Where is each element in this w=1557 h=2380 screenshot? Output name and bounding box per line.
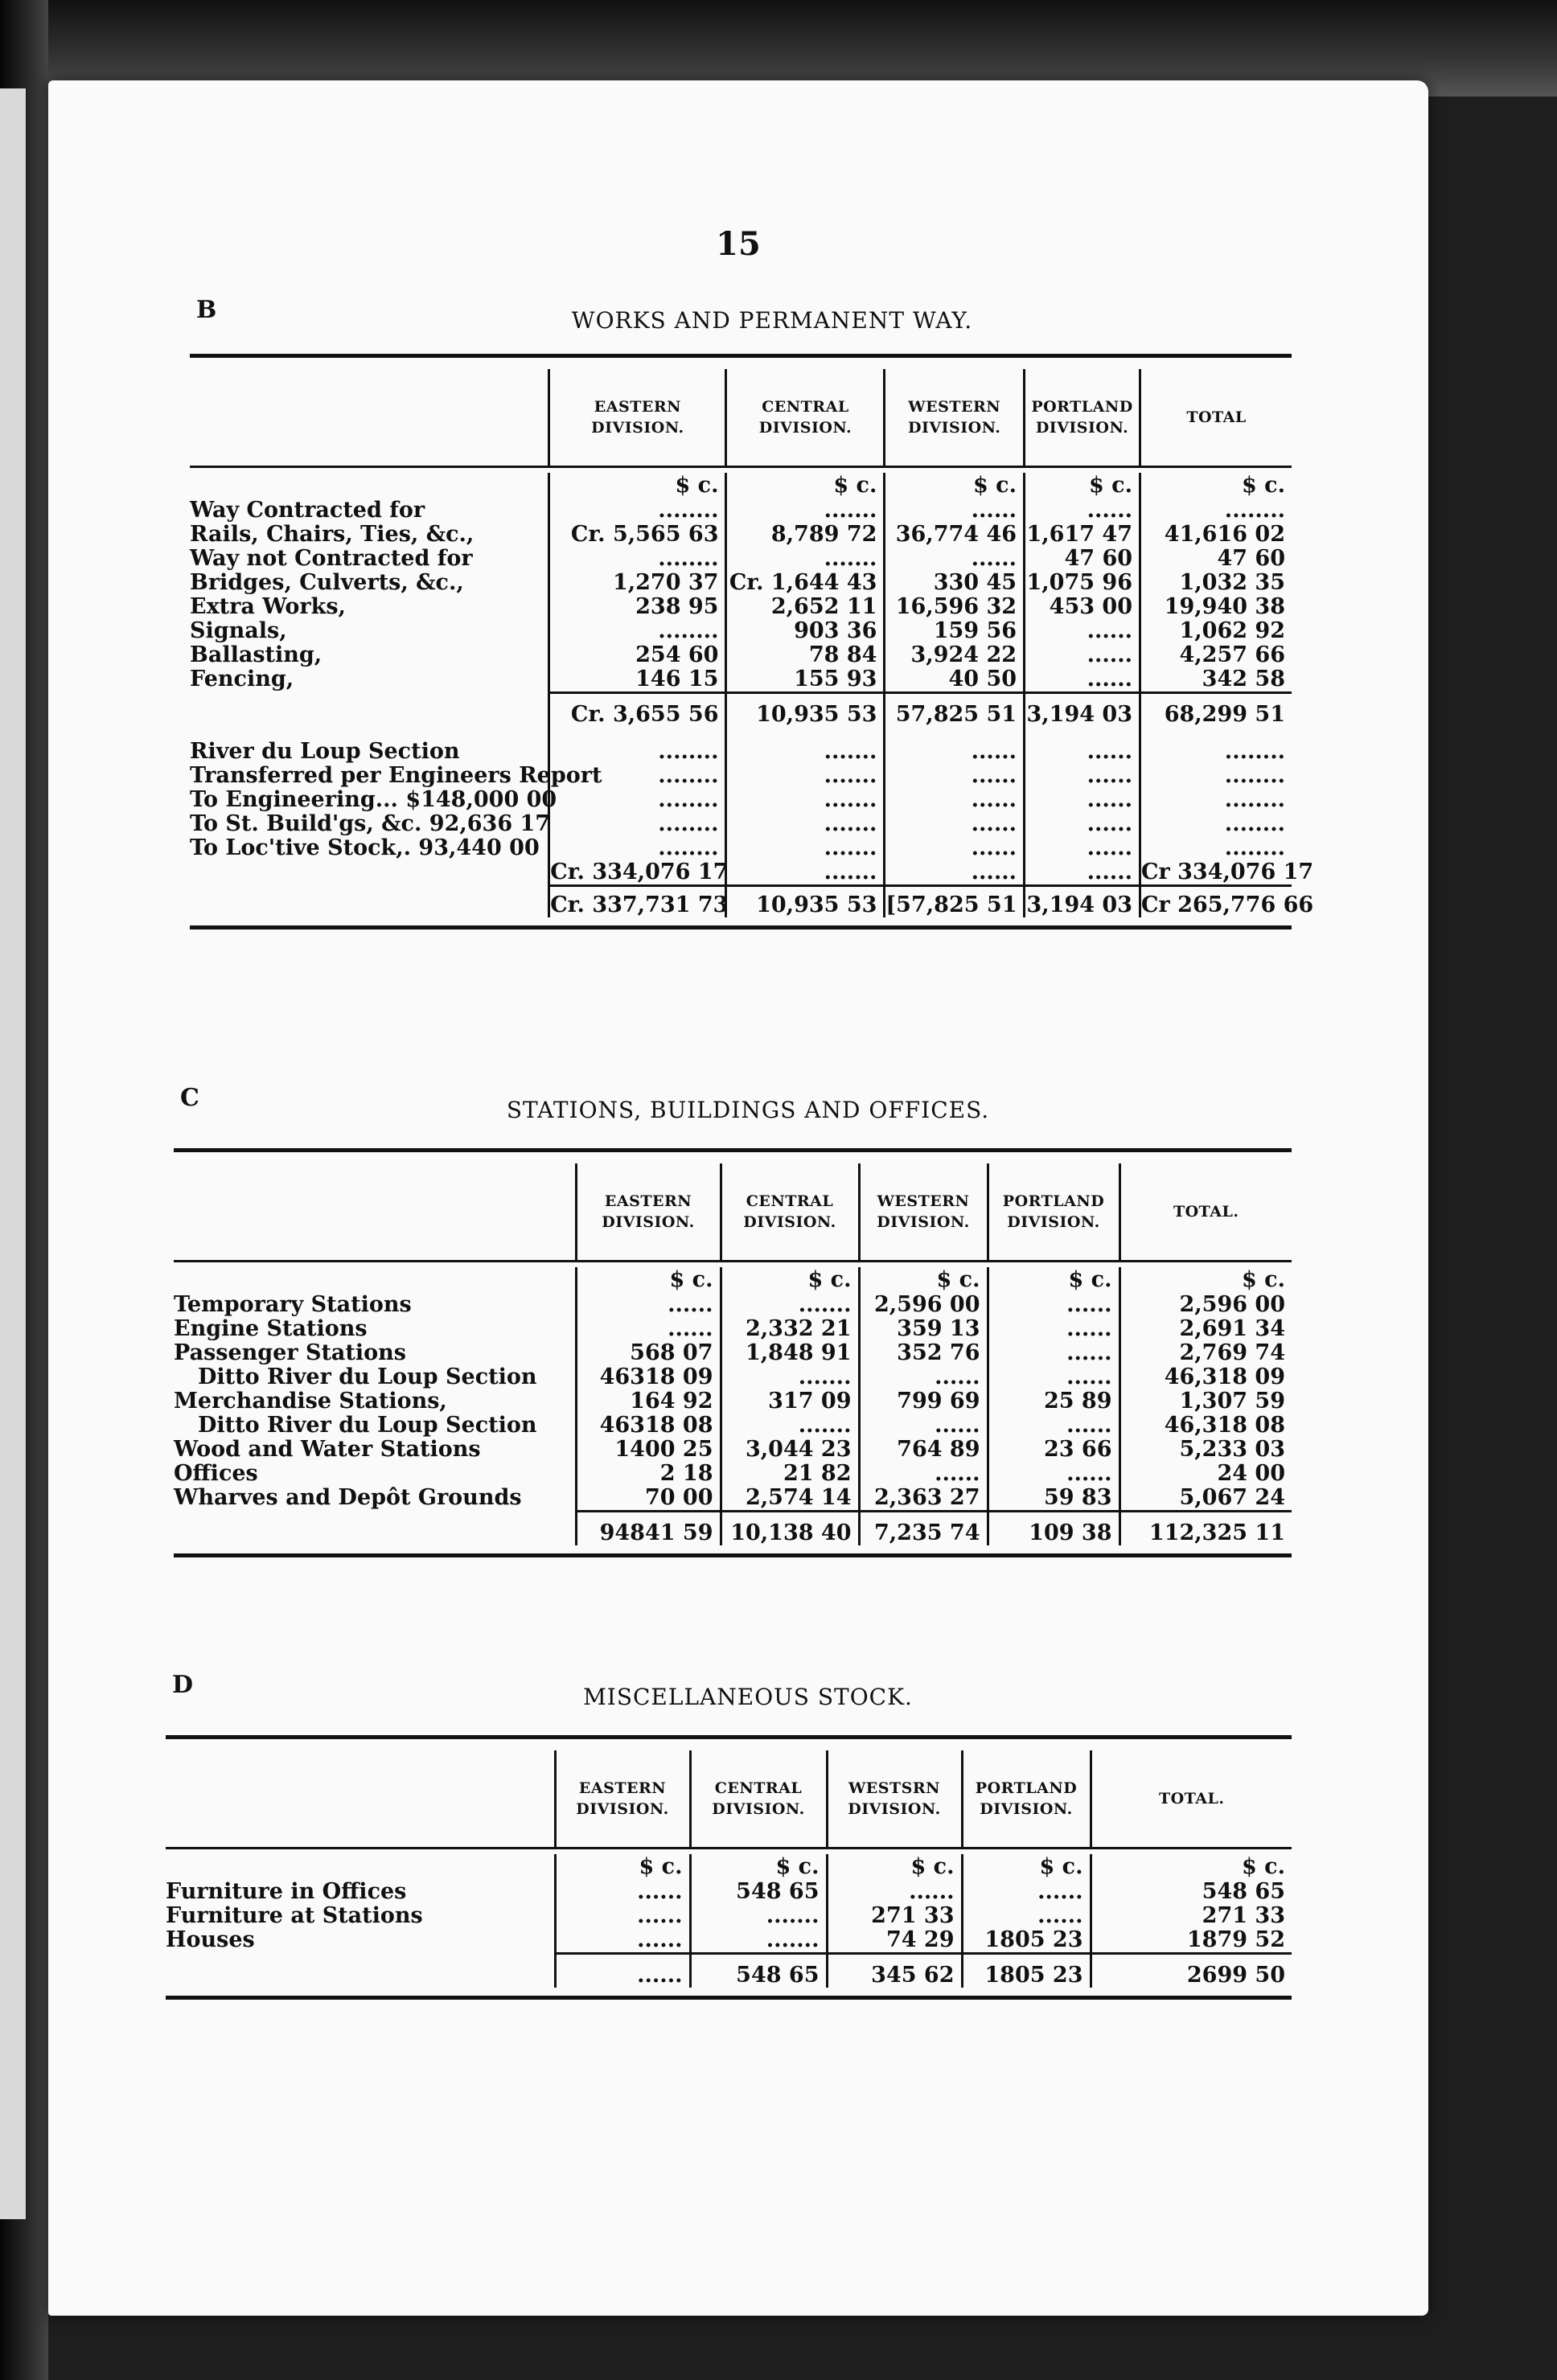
value-cell: 59 83 [988,1486,1119,1512]
value-cell: ...... [1025,619,1140,643]
value-cell: 25 89 [988,1389,1119,1414]
value-cell: 46,318 08 [1119,1414,1292,1438]
value-cell: 1,307 59 [1119,1389,1292,1414]
value-cell: 3,924 22 [885,643,1025,667]
unit-label: $ c. [1025,473,1140,499]
value-cell: 2,363 27 [859,1486,988,1512]
value-cell: ........ [1140,812,1292,836]
subtotal-cell: Cr. 3,655 56 [549,703,726,727]
value-cell: 1879 52 [1091,1928,1292,1954]
value-cell: 159 56 [885,619,1025,643]
row-label: Houses [166,1927,255,1952]
total-cell: 109 38 [988,1521,1119,1545]
value-cell: ...... [1025,812,1140,836]
row-label: Fencing, [190,667,294,691]
value-cell: ...... [1025,740,1140,764]
table-row [190,523,1292,547]
value-cell: 47 60 [1140,547,1292,571]
row-label: Signals, [190,618,287,643]
value-cell: ....... [690,1904,827,1928]
table-row [174,1438,1292,1462]
works-permanent-way-table [190,354,1314,929]
value-cell: 5,067 24 [1119,1486,1292,1512]
value-cell: ...... [859,1414,988,1438]
value-cell: ....... [726,788,885,812]
table-row [190,836,1292,860]
col-eastern-header: EASTERN DIVISION. [555,1750,690,1849]
value-cell: ...... [859,1462,988,1486]
section-b-letter: B [196,296,217,324]
unit-label: $ c. [827,1854,962,1880]
value-cell: ........ [1140,499,1292,523]
value-cell: 568 07 [576,1341,721,1365]
row-label: To Loc'tive Stock,. 93,440 00 [190,835,540,860]
table-row [190,788,1292,812]
table-row [190,643,1292,667]
value-cell: ...... [859,1365,988,1389]
value-cell: ...... [576,1293,721,1317]
value-cell: ...... [988,1462,1119,1486]
table-row [190,667,1292,693]
value-cell: ........ [549,547,726,571]
page-number: 15 [716,225,761,263]
value-cell: Cr 334,076 17 [1141,859,1314,884]
value-cell: 2,596 00 [859,1293,988,1317]
value-cell: ........ [549,499,726,523]
value-cell: 1805 23 [962,1928,1091,1954]
table-row [174,1293,1292,1317]
value-cell: ...... [885,764,1025,788]
value-cell: 1,032 35 [1140,571,1292,595]
unit-label: $ c. [690,1854,827,1880]
value-cell: ...... [1025,499,1140,523]
total-cell: 112,325 11 [1119,1521,1292,1545]
table-row [174,1389,1292,1414]
row-label: Engine Stations [174,1316,368,1341]
value-cell: ...... [885,836,1025,860]
row-label: Ballasting, [190,642,322,667]
value-cell: ...... [827,1880,962,1904]
table-row [190,595,1292,619]
section-d-title: MISCELLANEOUS STOCK. [583,1684,913,1710]
value-cell: 359 13 [859,1317,988,1341]
value-cell: ...... [1025,643,1140,667]
value-cell: 1,848 91 [721,1341,859,1365]
value-cell: 47 60 [1025,547,1140,571]
value-cell: 21 82 [721,1462,859,1486]
value-cell: 41,616 02 [1140,523,1292,547]
col-total-header: TOTAL. [1119,1163,1292,1262]
row-label: To St. Build'gs, &c. 92,636 17 [190,810,551,836]
row-label: Ditto River du Loup Section [198,1413,537,1438]
row-label: Bridges, Culverts, &c., [190,570,464,595]
value-cell: 46318 08 [576,1414,721,1438]
value-cell: ...... [1025,836,1140,860]
row-label: Way not Contracted for [190,546,473,571]
miscellaneous-stock-table [166,1735,1292,2000]
col-western-header: WESTSRN DIVISION. [827,1750,962,1849]
unit-label: $ c. [859,1267,988,1293]
value-cell: 1,075 96 [1025,571,1140,595]
table-row [190,619,1292,643]
value-cell: ........ [1140,740,1292,764]
col-portland-header: PORTLAND DIVISION. [1025,369,1140,467]
col-central-header: CENTRAL DIVISION. [726,369,885,467]
subtotal-cell: 57,825 51 [885,703,1025,727]
row-label: Wood and Water Stations [174,1437,481,1462]
table-row [174,1317,1292,1341]
value-cell: 24 00 [1119,1462,1292,1486]
table-row [190,764,1292,788]
table-row [174,1365,1292,1389]
value-cell: Cr. 334,076 17 [550,859,729,884]
value-cell: 453 00 [1025,595,1140,619]
facing-page-edge [0,88,28,2219]
value-cell: ...... [555,1880,690,1904]
value-cell: 2,691 34 [1119,1317,1292,1341]
unit-label: $ c. [726,473,885,499]
value-cell: ...... [988,1317,1119,1341]
unit-label: $ c. [988,1267,1119,1293]
value-cell: 764 89 [859,1438,988,1462]
total-cell: 2699 50 [1091,1964,1292,1988]
total-cell: Cr. 337,731 73 [550,892,729,917]
col-eastern-header: EASTERN DIVISION. [576,1163,721,1262]
value-cell: ...... [885,860,1025,886]
row-label: Temporary Stations [174,1292,412,1317]
value-cell: 352 76 [859,1341,988,1365]
value-cell: 36,774 46 [885,523,1025,547]
unit-label: $ c. [1091,1854,1292,1880]
table-row [174,1486,1292,1512]
col-portland-header: PORTLAND DIVISION. [962,1750,1091,1849]
value-cell: 40 50 [885,667,1025,693]
total-cell: 10,138 40 [721,1521,859,1545]
col-central-header: CENTRAL DIVISION. [721,1163,859,1262]
value-cell: 271 33 [1091,1904,1292,1928]
col-western-header: WESTERN DIVISION. [885,369,1025,467]
value-cell: ...... [885,812,1025,836]
value-cell: 330 45 [885,571,1025,595]
col-western-header: WESTERN DIVISION. [859,1163,988,1262]
value-cell: ...... [988,1414,1119,1438]
value-cell: 4,257 66 [1140,643,1292,667]
value-cell: ........ [549,788,726,812]
value-cell: 16,596 32 [885,595,1025,619]
row-label: Wharves and Depôt Grounds [174,1485,522,1510]
value-cell: ...... [1025,667,1140,693]
row-label: Merchandise Stations, [174,1389,447,1414]
section-b-title: WORKS AND PERMANENT WAY. [571,307,973,334]
row-label [190,860,549,886]
value-cell: 78 84 [726,643,885,667]
value-cell: 254 60 [549,643,726,667]
table-row [166,1928,1292,1954]
value-cell: 1,617 47 [1025,523,1140,547]
value-cell: 70 00 [576,1486,721,1512]
total-cell: 10,935 53 [726,893,885,917]
value-cell: ...... [962,1904,1091,1928]
value-cell: ........ [1140,788,1292,812]
document-page [48,80,1428,2316]
row-label: River du Loup Section [190,738,460,764]
value-cell: 23 66 [988,1438,1119,1462]
row-label: To Engineering... $148,000 00 [190,786,557,812]
value-cell: ...... [555,1928,690,1954]
total-cell: 3,194 03 [1025,893,1140,917]
value-cell: 1,270 37 [549,571,726,595]
value-cell: ....... [726,740,885,764]
value-cell: 2 18 [576,1462,721,1486]
value-cell: ....... [726,812,885,836]
value-cell: 155 93 [726,667,885,693]
value-cell: 317 09 [721,1389,859,1414]
total-cell: 94841 59 [576,1521,721,1545]
value-cell: 2,332 21 [721,1317,859,1341]
value-cell: ........ [549,764,726,788]
value-cell: ....... [726,764,885,788]
table-row [174,1341,1292,1365]
value-cell: ....... [726,547,885,571]
row-label: Furniture at Stations [166,1903,423,1928]
value-cell: ....... [726,860,885,886]
row-label: Offices [174,1461,258,1486]
col-eastern-header: EASTERN DIVISION. [549,369,726,467]
value-cell: ...... [576,1317,721,1341]
value-cell: Cr. 5,565 63 [549,523,726,547]
value-cell: ....... [726,499,885,523]
table-row [190,547,1292,571]
section-c-title: STATIONS, BUILDINGS AND OFFICES. [506,1097,990,1123]
table-row [190,499,1292,523]
total-cell: 7,235 74 [859,1521,988,1545]
total-cell: [57,825 51 [885,893,1025,917]
value-cell: 146 15 [549,667,726,693]
value-cell: 548 65 [690,1880,827,1904]
value-cell: ........ [1140,764,1292,788]
value-cell: ....... [721,1365,859,1389]
value-cell: 164 92 [576,1389,721,1414]
row-label: Rails, Chairs, Ties, &c., [190,522,474,547]
value-cell: 342 58 [1140,667,1292,693]
row-label: Way Contracted for [190,498,425,523]
col-portland-header: PORTLAND DIVISION. [988,1163,1119,1262]
row-label: Transferred per Engineers Report [190,762,602,788]
value-cell: 46318 09 [576,1365,721,1389]
total-cell: 345 62 [827,1964,962,1988]
unit-label: $ c. [1140,473,1292,499]
stations-buildings-offices-table [174,1148,1292,1557]
row-label: Extra Works, [190,594,346,619]
table-row [190,860,1292,886]
value-cell: 46,318 09 [1119,1365,1292,1389]
total-cell: ...... [555,1964,690,1988]
value-cell: 2,652 11 [726,595,885,619]
value-cell: ....... [721,1414,859,1438]
value-cell: 271 33 [827,1904,962,1928]
value-cell: 2,769 74 [1119,1341,1292,1365]
table-row [190,812,1292,836]
value-cell: ...... [988,1365,1119,1389]
unit-label: $ c. [576,1267,721,1293]
col-total-header: TOTAL. [1091,1750,1292,1849]
value-cell: 548 65 [1091,1880,1292,1904]
table-row [190,740,1292,764]
value-cell: ...... [988,1293,1119,1317]
value-cell: 5,233 03 [1119,1438,1292,1462]
value-cell: 2,574 14 [721,1486,859,1512]
value-cell: ........ [549,812,726,836]
value-cell: ...... [885,788,1025,812]
value-cell: ...... [988,1341,1119,1365]
value-cell: 799 69 [859,1389,988,1414]
value-cell: 74 29 [827,1928,962,1954]
value-cell: 903 36 [726,619,885,643]
value-cell: ....... [726,836,885,860]
row-label: Passenger Stations [174,1340,406,1365]
table-row [174,1462,1292,1486]
unit-label: $ c. [721,1267,859,1293]
table-row [190,571,1292,595]
total-cell: 1805 23 [962,1964,1091,1988]
value-cell: 8,789 72 [726,523,885,547]
subtotal-cell: 10,935 53 [726,703,885,727]
value-cell: 19,940 38 [1140,595,1292,619]
unit-label: $ c. [549,473,726,499]
value-cell: ...... [555,1904,690,1928]
value-cell: 1,062 92 [1140,619,1292,643]
subtotal-cell: 3,194 03 [1025,703,1140,727]
value-cell: ...... [1025,788,1140,812]
value-cell: ........ [549,619,726,643]
unit-label: $ c. [885,473,1025,499]
unit-label: $ c. [1119,1267,1292,1293]
col-central-header: CENTRAL DIVISION. [690,1750,827,1849]
table-row [166,1904,1292,1928]
value-cell: ...... [1025,764,1140,788]
total-cell: Cr 265,776 66 [1141,892,1314,917]
section-c-letter: C [180,1084,199,1112]
total-cell: 548 65 [690,1964,827,1988]
unit-label: $ c. [555,1854,690,1880]
value-cell: ........ [549,836,726,860]
value-cell: ...... [1025,860,1140,886]
value-cell: ....... [690,1928,827,1954]
value-cell: 238 95 [549,595,726,619]
subtotal-cell: 68,299 51 [1140,703,1292,727]
value-cell: ...... [885,740,1025,764]
table-row [166,1880,1292,1904]
value-cell: Cr. 1,644 43 [726,571,885,595]
value-cell: 3,044 23 [721,1438,859,1462]
unit-label: $ c. [962,1854,1091,1880]
section-d-letter: D [172,1671,194,1699]
col-total-header: TOTAL [1140,369,1292,467]
value-cell: ....... [721,1293,859,1317]
row-label: Ditto River du Loup Section [198,1364,537,1389]
value-cell: 1400 25 [576,1438,721,1462]
row-label: Furniture in Offices [166,1879,407,1904]
value-cell: ...... [962,1880,1091,1904]
table-row [174,1414,1292,1438]
value-cell: ........ [1140,836,1292,860]
value-cell: ........ [549,740,726,764]
value-cell: ...... [885,499,1025,523]
value-cell: ...... [885,547,1025,571]
value-cell: 2,596 00 [1119,1293,1292,1317]
